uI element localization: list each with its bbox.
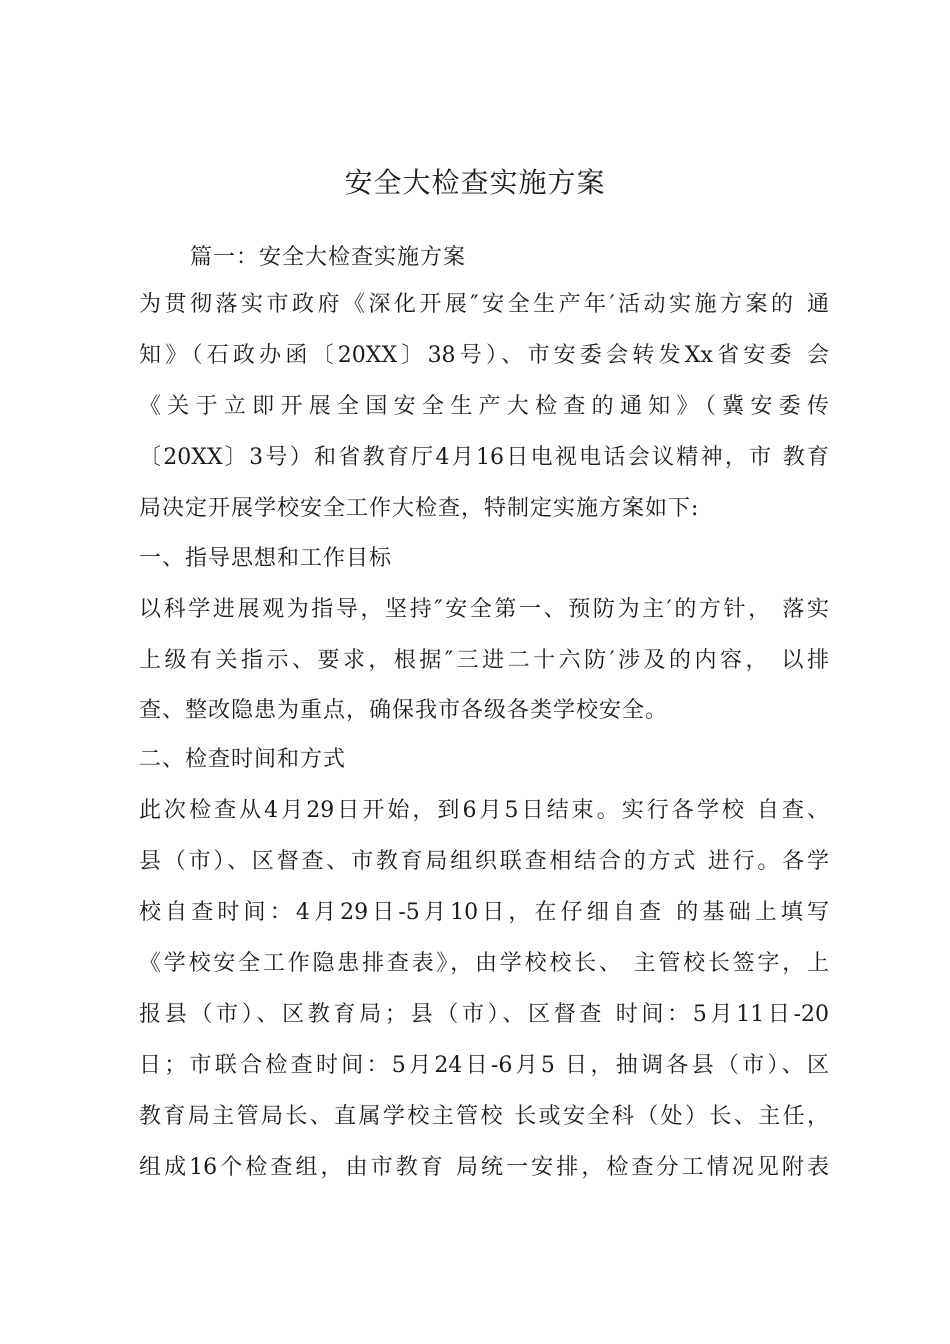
section-heading: 一、指导思想和工作目标 <box>139 546 393 571</box>
document-title: 安全大检查实施方案 <box>344 166 606 199</box>
body-line: 组成16个检查组，由市教育 局统一安排，检查分工情况见附表 <box>139 1155 829 1180</box>
body-line: 为贯彻落实市政府《深化开展″安全生产年′活动实施方案的 通 <box>139 292 829 317</box>
body-line: 上级有关指示、要求，根据″三进二十六防′涉及的内容， 以排 <box>139 648 829 673</box>
body-line: 查、整改隐患为重点，确保我市各级各类学校安全。 <box>139 698 669 723</box>
body-line: 局决定开展学校安全工作大检查，特制定实施方案如下: <box>139 496 700 521</box>
body-line: 县（市）、区督查、市教育局组织联查相结合的方式 进行。各学 <box>139 849 829 874</box>
body-line: 此次检查从4月29日开始，到6月5日结束。实行各学校 自查、 <box>139 798 829 823</box>
body-line: 日；市联合检查时间：5月24日-6月5 日，抽调各县（市）、区 <box>139 1053 829 1078</box>
section-heading: 二、检查时间和方式 <box>139 747 347 772</box>
body-line: 校自查时间：4月29日-5月10日，在仔细自查 的基础上填写 <box>139 900 829 925</box>
body-line: 《学校安全工作隐患排查表》，由学校校长、 主管校长签字，上 <box>139 951 829 976</box>
body-line: 〔20XX〕3号）和省教育厅4月16日电视电话会议精神，市 教育 <box>139 445 829 470</box>
body-line: 报县（市）、区教育局；县（市）、区督查 时间：5月11日-20 <box>139 1002 829 1027</box>
document-subtitle: 篇一：安全大检查实施方案 <box>190 245 467 270</box>
body-line: 以科学进展观为指导，坚持″安全第一、预防为主′的方针， 落实 <box>139 597 829 622</box>
body-line: 教育局主管局长、直属学校主管校 长或安全科（处）长、主任， <box>139 1104 829 1129</box>
body-line: 知》（石政办函〔20XX〕38号）、市安委会转发Xx省安委 会 <box>139 343 829 368</box>
body-line: 《关于立即开展全国安全生产大检查的通知》（冀安委传 <box>139 394 829 419</box>
